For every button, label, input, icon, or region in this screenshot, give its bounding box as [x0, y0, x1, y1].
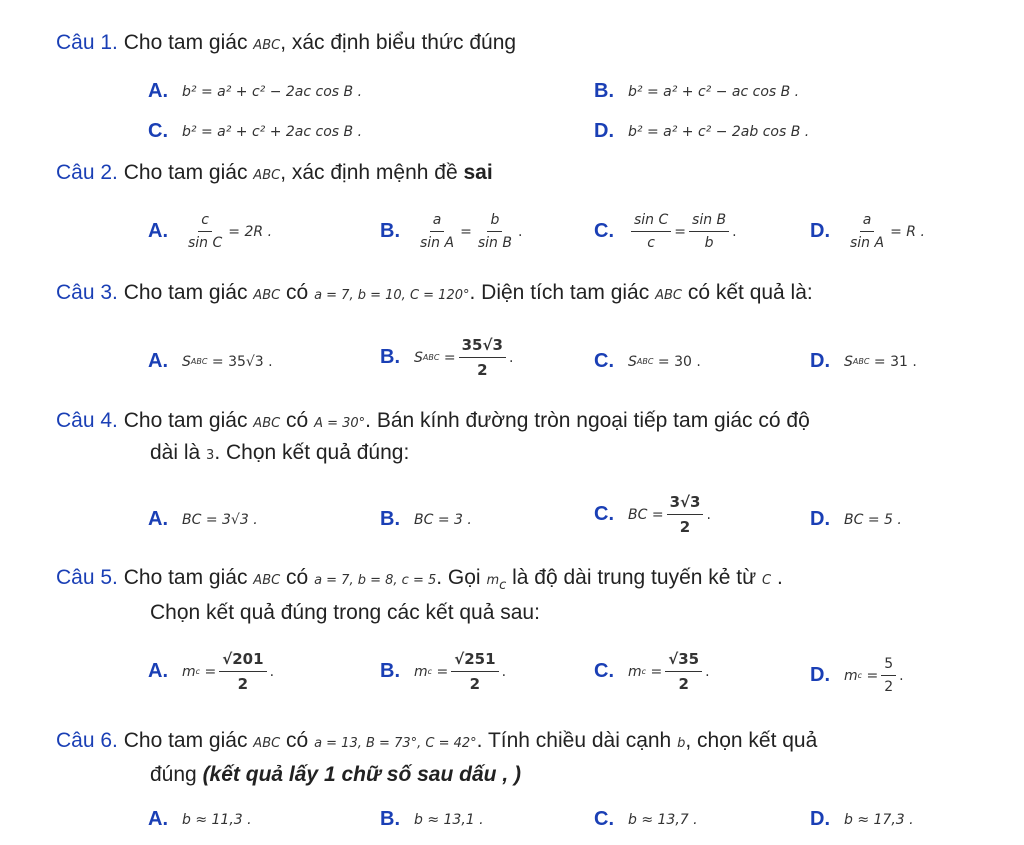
option-b[interactable]: B. BC = 3 .	[380, 508, 472, 530]
option-a[interactable]: A. b² = a² + c² − 2ac cos B .	[148, 80, 363, 102]
option-d[interactable]: D. BC = 5 .	[810, 508, 902, 530]
option-b[interactable]: B. m c = $\frac{√251}{2}$ .	[380, 650, 507, 693]
question-3-stem: Câu 3. Cho tam giác ABC có a = 7, b = 10, C = 120°. Diện tích tam giác ABC có kết quả là:	[56, 281, 813, 304]
question-6-stem: Câu 6. Cho tam giác ABC có a = 13, B = 73°, C = 42°. Tính chiều dài cạnh b, chọn kết quả	[56, 729, 818, 752]
option-a[interactable]: A. $\frac{c}{\text{sin C}}$ = 2R .	[148, 212, 273, 251]
option-c[interactable]: C. m c = $\frac{√35}{2}$ .	[594, 650, 710, 693]
option-d[interactable]: D. b ≈ 17,3 .	[810, 808, 914, 830]
option-d[interactable]: D. b² = a² + c² − 2ab cos B .	[594, 120, 810, 142]
option-d[interactable]: D. $\frac{a}{\text{sin A}}$ = R .	[810, 212, 925, 251]
option-b[interactable]: B. S ABC = $\frac{35√3}{2}$ .	[380, 336, 514, 379]
option-c[interactable]: C. b² = a² + c² + 2ac cos B .	[148, 120, 363, 142]
option-c[interactable]: C. BC = $\frac{3√3}{2}$ .	[594, 493, 711, 536]
question-5-stem: Câu 5. Cho tam giác ABC có a = 7, b = 8, c = 5. Gọi $m_c$ là độ dài trung tuyến kẻ từ C .	[56, 566, 783, 594]
option-a[interactable]: A. S ABC = 35√3 .	[148, 350, 273, 372]
question-number: Câu 5.	[56, 566, 118, 589]
question-4-stem: Câu 4. Cho tam giác ABC có A = 30°. Bán kính đường tròn ngoại tiếp tam giác có độ	[56, 409, 810, 432]
question-2-stem: Câu 2. Cho tam giác ABC, xác định mệnh đề sai	[56, 161, 493, 184]
option-d[interactable]: D. m c = $\frac{5}{2}$ .	[810, 656, 904, 695]
question-number: Câu 6.	[56, 729, 118, 752]
option-b[interactable]: B. $\frac{a}{\text{sin A}}$ = $\frac{b}{\text{sin B}}$ .	[380, 212, 523, 251]
question-number: Câu 4.	[56, 409, 118, 432]
question-5-line-2: Chọn kết quả đúng trong các kết quả sau:	[150, 601, 540, 624]
option-c[interactable]: C. S ABC = 30 .	[594, 350, 701, 372]
option-a[interactable]: A. b ≈ 11,3 .	[148, 808, 252, 830]
option-b[interactable]: B. b ≈ 13,1 .	[380, 808, 484, 830]
question-1-stem: Câu 1. Cho tam giác ABC, xác định biểu thức đúng	[56, 31, 517, 54]
question-6-line-2: đúng (kết quả lấy 1 chữ số sau dấu , )	[150, 763, 521, 786]
option-a[interactable]: A. BC = 3√3 .	[148, 508, 258, 530]
question-number: Câu 3.	[56, 281, 118, 304]
question-number: Câu 2.	[56, 161, 118, 184]
option-d[interactable]: D. S ABC = 31 .	[810, 350, 917, 372]
option-c[interactable]: C. b ≈ 13,7 .	[594, 808, 698, 830]
option-a[interactable]: A. m c = $\frac{√201}{2}$ .	[148, 650, 275, 693]
option-c[interactable]: C. $\frac{\text{sin C}}{c}$ = $\frac{\text{sin B}}{b}$ .	[594, 212, 737, 251]
option-b[interactable]: B. b² = a² + c² − ac cos B .	[594, 80, 800, 102]
question-4-line-2: dài là 3. Chọn kết quả đúng:	[150, 441, 410, 464]
question-number: Câu 1.	[56, 31, 118, 54]
